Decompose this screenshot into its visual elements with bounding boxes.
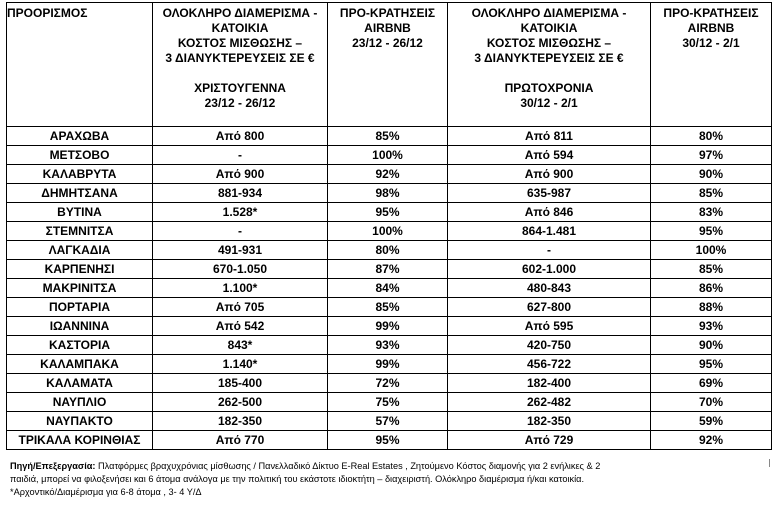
cell-christmas-bookings: 85% bbox=[328, 298, 448, 317]
cell-newyear-cost: Από 846 bbox=[448, 203, 651, 222]
cell-newyear-bookings: 80% bbox=[651, 127, 772, 146]
table-row bbox=[7, 222, 772, 241]
source-line-2: παιδιά, μπορεί να φιλοξενήσει και 6 άτομα ανάλογα με την πολιτική του εκάστοτε ιδιοκτήτη – διαχειριστή. Ολόκληρο διαμέρισμα ή/και κατοικία. bbox=[10, 474, 584, 484]
header-newyear-bookings-line: ΠΡΟ-ΚΡΑΤΗΣΕΙΣ bbox=[663, 6, 759, 20]
cell-destination: ΜΕΤΣΟΒΟ bbox=[7, 146, 153, 165]
source-label: Πηγή/Επεξεργασία: bbox=[10, 461, 96, 471]
cell-christmas-cost: 262-500 bbox=[153, 393, 328, 412]
cell-christmas-bookings: 92% bbox=[328, 165, 448, 184]
cell-christmas-cost: Από 900 bbox=[153, 165, 328, 184]
cell-newyear-bookings: 90% bbox=[651, 165, 772, 184]
cell-newyear-bookings: 92% bbox=[651, 431, 772, 450]
cell-christmas-bookings: 72% bbox=[328, 374, 448, 393]
cell-newyear-bookings: 59% bbox=[651, 412, 772, 431]
cell-newyear-bookings: 97% bbox=[651, 146, 772, 165]
cell-destination: ΑΡΑΧΩΒΑ bbox=[7, 127, 153, 146]
cell-christmas-cost: Από 800 bbox=[153, 127, 328, 146]
cell-christmas-bookings: 99% bbox=[328, 355, 448, 374]
cell-christmas-bookings: 98% bbox=[328, 184, 448, 203]
cell-newyear-cost: 262-482 bbox=[448, 393, 651, 412]
cell-newyear-bookings: 85% bbox=[651, 184, 772, 203]
cell-christmas-cost: Από 542 bbox=[153, 317, 328, 336]
header-christmas-bookings-line: ΠΡΟ-ΚΡΑΤΗΣΕΙΣ bbox=[339, 6, 436, 20]
cell-newyear-bookings: 85% bbox=[651, 260, 772, 279]
header-newyear-cost bbox=[448, 3, 651, 127]
cell-christmas-cost: 1.100* bbox=[153, 279, 328, 298]
table-row bbox=[7, 412, 772, 431]
header-christmas-period: ΧΡΙΣΤΟΥΓΕΝΝΑ bbox=[194, 81, 286, 95]
cell-christmas-bookings: 93% bbox=[328, 336, 448, 355]
cell-christmas-bookings: 100% bbox=[328, 222, 448, 241]
table-row bbox=[7, 241, 772, 260]
cell-newyear-bookings: 100% bbox=[651, 241, 772, 260]
cell-newyear-cost: Από 729 bbox=[448, 431, 651, 450]
table-row bbox=[7, 317, 772, 336]
header-newyear-cost-line: ΚΑΤΟΙΚΙΑ bbox=[520, 21, 578, 35]
cell-newyear-cost: Από 595 bbox=[448, 317, 651, 336]
cell-destination: ΛΑΓΚΑΔΙΑ bbox=[7, 241, 153, 260]
cell-destination: ΚΑΛΑΜΠΑΚΑ bbox=[7, 355, 153, 374]
cell-destination: ΠΟΡΤΑΡΙΑ bbox=[7, 298, 153, 317]
header-newyear-period: ΠΡΩΤΟΧΡΟΝΙΑ bbox=[504, 81, 594, 95]
header-newyear-cost-line: ΟΛΟΚΛΗΡΟ ΔΙΑΜΕΡΙΣΜΑ - bbox=[471, 6, 627, 20]
cell-destination: ΣΤΕΜΝΙΤΣΑ bbox=[7, 222, 153, 241]
cell-christmas-bookings: 95% bbox=[328, 203, 448, 222]
cell-destination: ΔΗΜΗΤΣΑΝΑ bbox=[7, 184, 153, 203]
table-row bbox=[7, 431, 772, 450]
cell-newyear-cost: 420-750 bbox=[448, 336, 651, 355]
cell-christmas-bookings: 57% bbox=[328, 412, 448, 431]
rental-cost-table bbox=[6, 2, 772, 450]
header-christmas-cost-line: ΚΑΤΟΙΚΙΑ bbox=[211, 21, 269, 35]
cell-christmas-bookings: 80% bbox=[328, 241, 448, 260]
header-christmas-cost-line: ΚΟΣΤΟΣ ΜΙΣΘΩΣΗΣ – bbox=[177, 36, 303, 50]
cell-christmas-cost: 182-350 bbox=[153, 412, 328, 431]
cell-christmas-cost: Από 770 bbox=[153, 431, 328, 450]
cell-newyear-cost: Από 811 bbox=[448, 127, 651, 146]
header-destination: ΠΡΟΟΡΙΣΜΟΣ bbox=[7, 3, 153, 127]
cell-christmas-bookings: 84% bbox=[328, 279, 448, 298]
cell-newyear-bookings: 90% bbox=[651, 336, 772, 355]
header-newyear-cost-line: 3 ΔΙΑΝΥΚΤΕΡΕΥΣΕΙΣ ΣΕ € bbox=[474, 51, 624, 65]
cell-christmas-cost: 1.528* bbox=[153, 203, 328, 222]
cell-newyear-bookings: 95% bbox=[651, 355, 772, 374]
cell-newyear-bookings: 69% bbox=[651, 374, 772, 393]
table-row bbox=[7, 355, 772, 374]
table-row bbox=[7, 393, 772, 412]
cell-newyear-bookings: 93% bbox=[651, 317, 772, 336]
cell-newyear-cost: 602-1.000 bbox=[448, 260, 651, 279]
table-row bbox=[7, 336, 772, 355]
table-row bbox=[7, 260, 772, 279]
cell-christmas-cost: 881-934 bbox=[153, 184, 328, 203]
cell-christmas-cost: 1.140* bbox=[153, 355, 328, 374]
table-header-row bbox=[7, 3, 772, 127]
source-text: Πλατφόρμες βραχυχρόνιας μίσθωσης / Πανελλαδικό Δίκτυο E-Real Estates , Ζητούμενο Κόστος διαμονής για 2 ενήλικες & 2 bbox=[95, 461, 601, 471]
table-row bbox=[7, 165, 772, 184]
cell-newyear-cost: Από 594 bbox=[448, 146, 651, 165]
cell-christmas-bookings: 100% bbox=[328, 146, 448, 165]
table-row bbox=[7, 279, 772, 298]
cell-newyear-cost: Από 900 bbox=[448, 165, 651, 184]
cell-newyear-bookings: 95% bbox=[651, 222, 772, 241]
cell-christmas-bookings: 99% bbox=[328, 317, 448, 336]
header-christmas-bookings-line: AIRBNB bbox=[364, 21, 411, 35]
cell-destination: ΝΑΥΠΑΚΤΟ bbox=[7, 412, 153, 431]
table-row bbox=[7, 203, 772, 222]
cell-christmas-bookings: 95% bbox=[328, 431, 448, 450]
cell-newyear-bookings: 86% bbox=[651, 279, 772, 298]
header-christmas-cost bbox=[153, 3, 328, 127]
cell-christmas-bookings: 75% bbox=[328, 393, 448, 412]
table-row bbox=[7, 374, 772, 393]
cell-christmas-bookings: 85% bbox=[328, 127, 448, 146]
footnote-asterisk: *Αρχοντικό/Διαμέρισμα για 6-8 άτομα , 3- 4 Υ/Δ bbox=[10, 487, 202, 497]
cell-christmas-cost: 843* bbox=[153, 336, 328, 355]
cell-newyear-bookings: 83% bbox=[651, 203, 772, 222]
cell-newyear-bookings: 70% bbox=[651, 393, 772, 412]
cell-destination: ΝΑΥΠΛΙΟ bbox=[7, 393, 153, 412]
header-christmas-cost-line: ΟΛΟΚΛΗΡΟ ΔΙΑΜΕΡΙΣΜΑ - bbox=[162, 6, 318, 20]
header-newyear-bookings bbox=[651, 3, 772, 127]
cell-newyear-bookings: 88% bbox=[651, 298, 772, 317]
table-row bbox=[7, 127, 772, 146]
cell-destination: ΚΑΣΤΟΡΙΑ bbox=[7, 336, 153, 355]
table-row bbox=[7, 146, 772, 165]
cell-newyear-cost: 456-722 bbox=[448, 355, 651, 374]
cell-christmas-cost: - bbox=[153, 146, 328, 165]
cell-newyear-cost: 182-400 bbox=[448, 374, 651, 393]
cell-newyear-cost: 182-350 bbox=[448, 412, 651, 431]
table-row bbox=[7, 184, 772, 203]
header-newyear-cost-line: ΚΟΣΤΟΣ ΜΙΣΘΩΣΗΣ – bbox=[486, 36, 612, 50]
header-christmas-bookings bbox=[328, 3, 448, 127]
cell-newyear-cost: 864-1.481 bbox=[448, 222, 651, 241]
header-christmas-bookings-line: 23/12 - 26/12 bbox=[352, 36, 423, 50]
cell-christmas-cost: Από 705 bbox=[153, 298, 328, 317]
cell-christmas-cost: 670-1.050 bbox=[153, 260, 328, 279]
header-newyear-bookings-line: 30/12 - 2/1 bbox=[682, 36, 740, 50]
cell-destination: ΚΑΛΑΜΑΤΑ bbox=[7, 374, 153, 393]
cell-destination: ΚΑΡΠΕΝΗΣΙ bbox=[7, 260, 153, 279]
source-line bbox=[10, 460, 770, 473]
cell-newyear-cost: 480-843 bbox=[448, 279, 651, 298]
header-newyear-bookings-line: AIRBNB bbox=[687, 21, 735, 35]
cell-destination: ΙΩΑΝΝΙΝΑ bbox=[7, 317, 153, 336]
source-note bbox=[10, 460, 770, 499]
cell-newyear-cost: 627-800 bbox=[448, 298, 651, 317]
cell-christmas-bookings: 87% bbox=[328, 260, 448, 279]
cell-destination: ΚΑΛΑΒΡΥΤΑ bbox=[7, 165, 153, 184]
table-body bbox=[7, 127, 772, 450]
table-row bbox=[7, 298, 772, 317]
header-christmas-dates: 23/12 - 26/12 bbox=[204, 96, 276, 110]
cell-christmas-cost: - bbox=[153, 222, 328, 241]
cell-newyear-cost: - bbox=[448, 241, 651, 260]
header-newyear-dates: 30/12 - 2/1 bbox=[520, 96, 578, 110]
cell-newyear-cost: 635-987 bbox=[448, 184, 651, 203]
cell-destination: ΤΡΙΚΑΛΑ ΚΟΡΙΝΘΙΑΣ bbox=[7, 431, 153, 450]
cell-christmas-cost: 185-400 bbox=[153, 374, 328, 393]
cell-destination: ΜΑΚΡΙΝΙΤΣΑ bbox=[7, 279, 153, 298]
header-christmas-cost-line: 3 ΔΙΑΝΥΚΤΕΡΕΥΣΕΙΣ ΣΕ € bbox=[165, 51, 315, 65]
cell-destination: ΒΥΤΙΝΑ bbox=[7, 203, 153, 222]
cell-christmas-cost: 491-931 bbox=[153, 241, 328, 260]
